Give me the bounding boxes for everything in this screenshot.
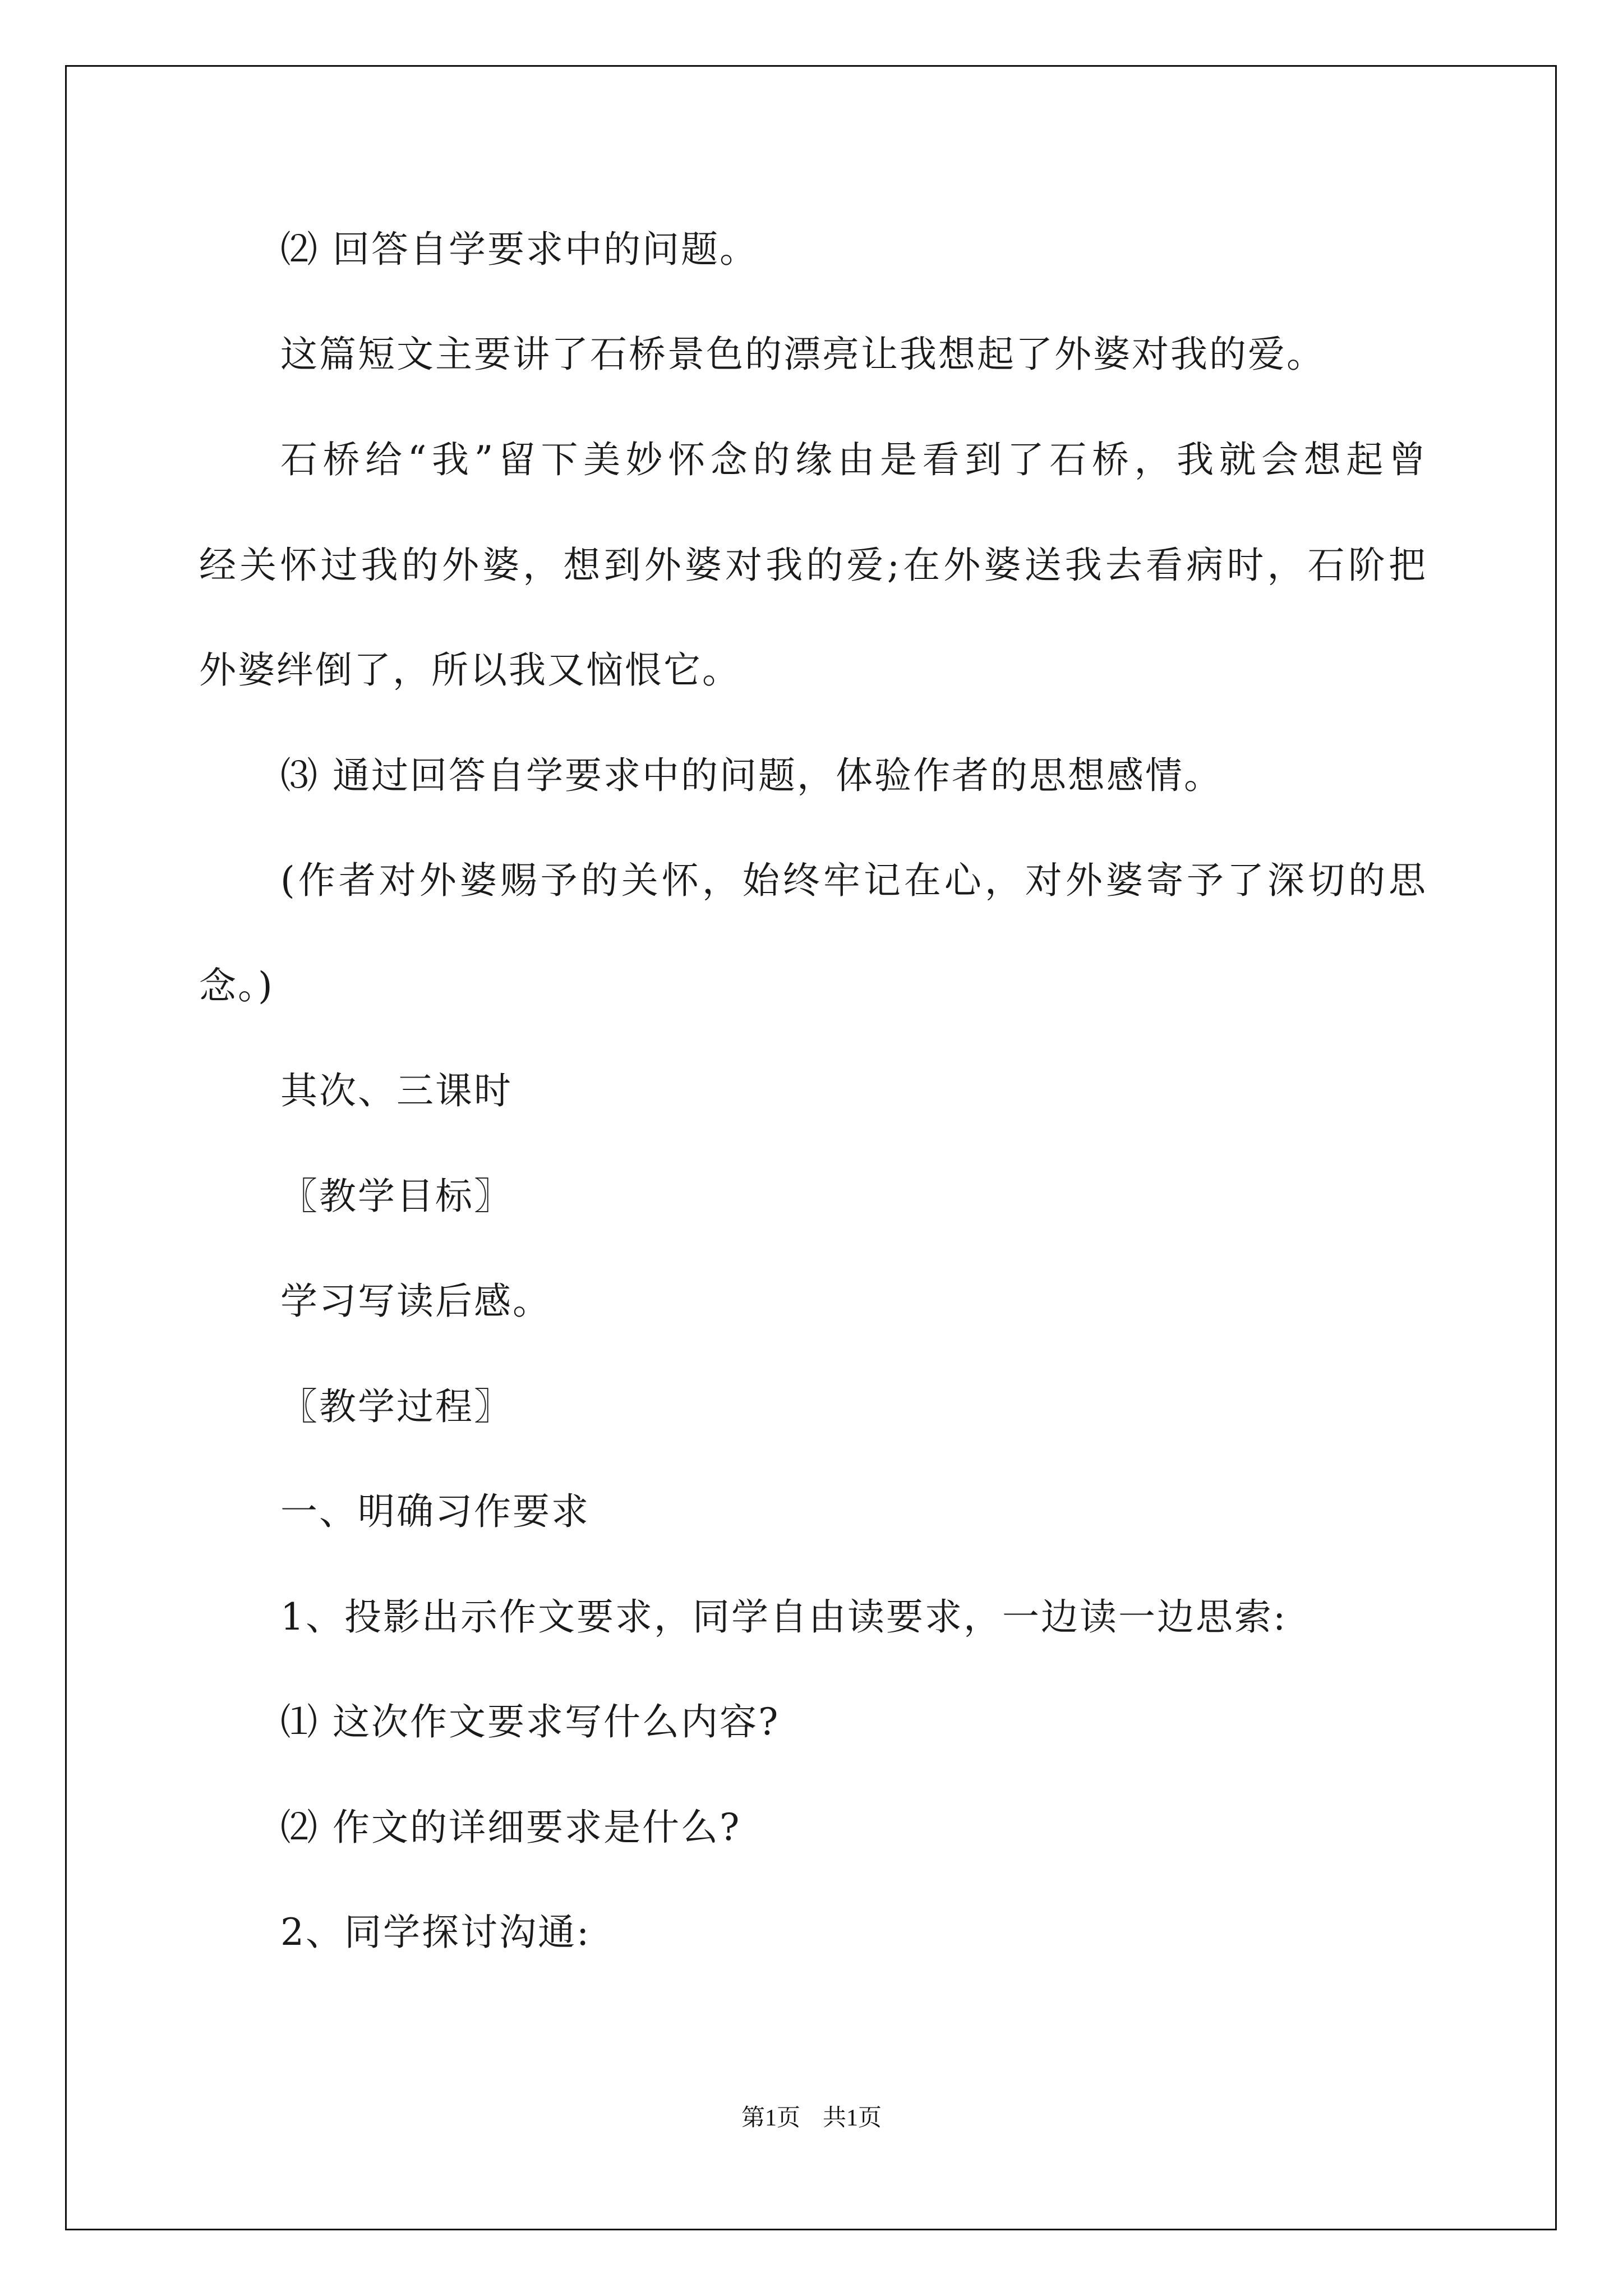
teaching-goal-text: 学习写读后感。	[280, 1280, 551, 1323]
paragraph-4: ⑶ 通过回答自学要求中的问题，体验作者的思想感情。	[280, 754, 1223, 797]
question-2: ⑵ 作文的详细要求是什么?	[280, 1806, 741, 1849]
paragraph-2: 这篇短文主要讲了石桥景色的漂亮让我想起了外婆对我的爱。	[280, 333, 1325, 376]
teaching-goal-heading: 〖教学目标〗	[280, 1175, 513, 1218]
step-one-item-2: 2、同学探讨沟通:	[280, 1911, 591, 1954]
page-number: 第1页	[741, 2105, 800, 2131]
paragraph-3-line-3: 外婆绊倒了，所以我又恼恨它。	[199, 648, 741, 692]
page-footer	[0, 2102, 1623, 2134]
page-total: 共1页	[823, 2105, 882, 2131]
teaching-process-heading: 〖教学过程〗	[280, 1385, 513, 1428]
question-1: ⑴ 这次作文要求写什么内容?	[280, 1700, 780, 1743]
step-one-heading: 一、明确习作要求	[280, 1490, 590, 1533]
paragraph-1: ⑵ 回答自学要求中的问题。	[280, 228, 758, 271]
paragraph-3-line-2: 经关怀过我的外婆，想到外婆对我的爱;在外婆送我去看病时，石阶把	[199, 544, 1427, 587]
paragraph-5-line-2: 念。)	[199, 964, 274, 1007]
paragraph-3-line-1: 石桥给“我”留下美妙怀念的缘由是看到了石桥，我就会想起曾	[280, 438, 1427, 481]
step-one-item-1: 1、投影出示作文要求，同学自由读要求，一边读一边思索:	[280, 1595, 1288, 1639]
paragraph-5-line-1: (作者对外婆赐予的关怀，始终牢记在心，对外婆寄予了深切的思	[280, 859, 1427, 902]
section-heading: 其次、三课时	[280, 1069, 513, 1112]
